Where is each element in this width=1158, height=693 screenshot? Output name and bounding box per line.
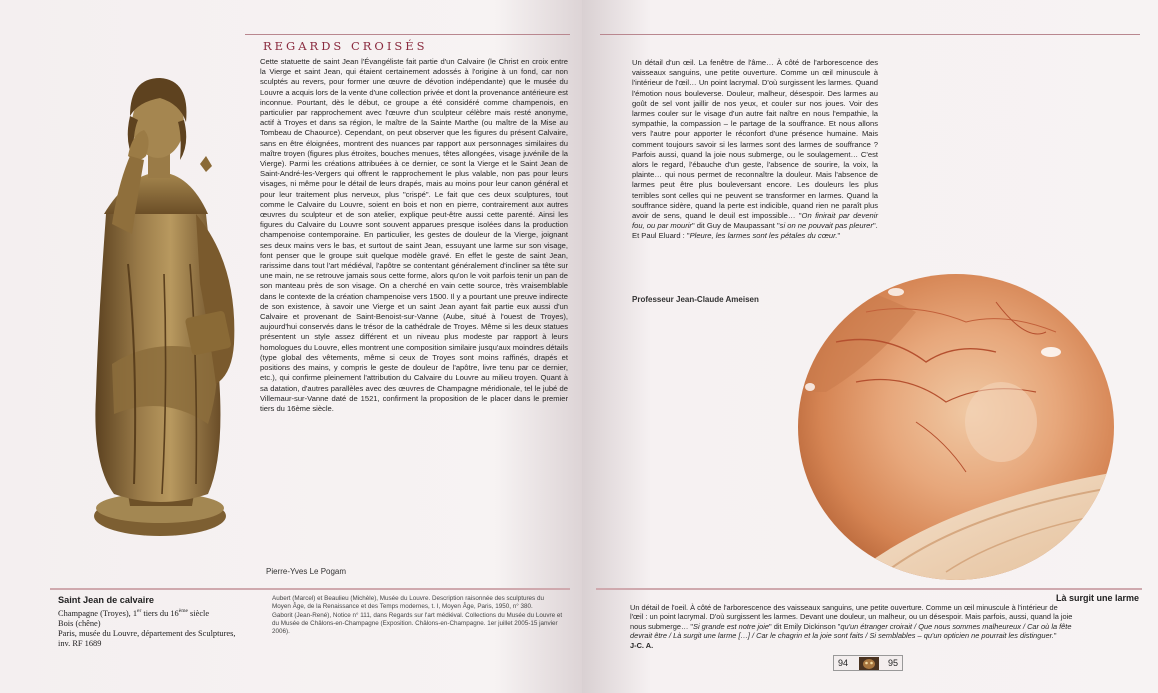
tear-caption-title: Là surgit une larme — [1055, 593, 1139, 603]
caption-origin-b: tiers du 16 — [141, 608, 179, 618]
section-title: REGARDS CROISÉS — [263, 39, 428, 53]
top-rule-right — [600, 34, 1140, 35]
tear-caption-text: " dit Emily Dickinson " — [769, 621, 841, 631]
caption-location: Paris, musée du Louvre, département des Sculptures, — [58, 629, 236, 639]
dickinson-quote: Si grande est notre joie — [693, 621, 770, 631]
owl-emblem-icon — [859, 657, 879, 670]
top-rule-left — [245, 34, 570, 35]
right-article-body — [632, 58, 878, 242]
eluard-intro: Et Paul Eluard : " — [632, 231, 690, 241]
left-article-text: Cette statuette de saint Jean l'Évangéliste fait partie d'un Calvaire (le Christ en croix entre la Vierge et saint Jean, qui étaient certainement adossés à l'origine à un fond, car non sculptés au revers, pour former une œuvre de dévotion indépendante) que le musée du Louvre a acquis lors de la vente d'une collection privée et dont la provenance antérieure est inconnue. Pourtant, dès le début, ce groupe a été considéré comme champenois, en particulier par rapprochement avec l'œuvre d'un sculpteur célèbre mais resté anonyme, actif à Troyes et dans sa région, le maître de la Sainte Marthe (ou maître de la Mise au Tombeau de Chaource). Cependant, on peut observer que les figures du présent Calvaire, sans en être éloignées, montrent des nuances par rapport aux personnages similaires du maître troyen (figures plus étroites, bouches menues, têtes allongées, visage juvénile de la Vierge). Parmi les créations attribuées à ce dernier, ce sont la Vierge et le Saint Jean de Saint-André-les-Vergers qui offrent le rapprochement le plus valable, non pas pour leurs visages, ni même pour le détail de leurs drapés, mais au moins pour leur canon général et pour leur traitement plus nerveux, plus "crispé". Le fait que ces deux sculptures, tout comme le Calvaire du Louvre, soient en bois et non en pierre, contrairement aux autres œuvres du sculpteur et de son atelier, explique peut-être aussi cette parenté. Ainsi les figures du Calvaire du Louvre sont souvent apparues presque isolées dans la production champenoise contemporaine. En particulier, les gestes de douleur de la Vierge, joignant ses deux mains vers le bas, et surtout de saint Jean, essuyant une larme sur son visage, font penser que le groupe suit quelque modèle gravé. En effet le geste de saint Jean, rarissime dans tout l'art médiéval, l'apôtre se contentant généralement d'incliner sa tête sur une main, ne se retrouve jamais sous cette forme, alors qu'on le voit parfois tenir un pan de son manteau près de son visage. On a cherché en vain cette source, très vraisemblable dans le contexte de la création champenoise vers 1500. Il y a pourtant une preuve indirecte de son existence, à savoir une Vierge et un saint Jean ayant fait partie eux aussi d'un Calvaire et provenant de Saint-Benoist-sur-Vanne (Aube, situé à l'ouest de Troyes), aujourd'hui conservés dans le trésor de la cathédrale de Troyes. Même si les deux statues présentent un style assez différent et un niveau plus modeste par rapport à leurs homologues du Louvre, elles montrent une composition similaire jusqu'aux moindres détails (type global des vêtements, même si ceux de Troyes sont moins raffinés, drapés et positions des mains, y compris le geste de douleur de l'apôtre, livre tenu par ce dernier, etc.), qui confirme pleinement l'attribution du Calvaire du Louvre au milieu troyen. Quant à sa datation, d'autres parallèles avec des œuvres de Champagne méridionale, tel le jubé de Villemaur-sur-Vanne daté de 1521, confirment la proposition de le placer dans le premier tiers du 16ème siècle. — [260, 57, 568, 413]
tear-caption — [630, 603, 1142, 650]
dickinson-quote: devrait être / Là surgit une larme […] / Car le chagrin et la joie sont faits / Si semblables – qu'un opticien ne pourrait les distinguer. — [630, 631, 1054, 641]
caption-origin-a: Champagne (Troyes), 1 — [58, 608, 138, 618]
caption-origin-sup2: ème — [178, 608, 188, 614]
eluard-quote: Pleure, les larmes sont les pétales du cœur. — [689, 231, 838, 241]
caption-material: Bois (chêne) — [58, 619, 101, 628]
tear-caption-line — [630, 631, 1142, 640]
tear-caption-line: Un détail de l'oeil. À côté de l'arborescence des vaisseaux sanguins, une petite ouverture. Comme un œil minuscule à l'intérieur de — [630, 603, 1058, 612]
bibliography — [272, 595, 564, 637]
statue-caption — [58, 595, 258, 650]
maupassant-quote-1: On finirait par devenir fou, ou par mourir — [632, 211, 878, 231]
eluard-close: " — [837, 231, 841, 241]
saint-jean-statue-image — [68, 64, 246, 544]
tear-caption-signature: J-C. A. — [630, 640, 654, 650]
caption-title: Saint Jean de calvaire — [58, 595, 155, 605]
bottom-rule-left — [50, 588, 570, 590]
tear-caption-line: l'œil : un point lacrymal. D'où surgissent les larmes. Devant une douleur, un malheur, ou un désespoir. Mais parfois, aussi, quand la joie — [630, 612, 1073, 622]
left-article-body — [260, 57, 568, 414]
eye-macro-image — [796, 272, 1116, 582]
page-number-left: 94 — [838, 658, 849, 668]
caption-inventory: inv. RF 1689 — [58, 639, 102, 649]
bottom-rule-right — [596, 588, 1142, 590]
right-signature: Professeur Jean-Claude Ameisen — [632, 295, 759, 304]
caption-origin-sup1: er — [137, 608, 142, 614]
caption-origin — [58, 606, 258, 619]
maupassant-quote-2: si on ne pouvait pas pleurer — [779, 221, 873, 231]
tear-caption-line — [630, 622, 1142, 631]
page-numbers — [833, 655, 903, 671]
dickinson-quote: qu'un étranger croirait / Que nous sommes malheureux / Car où la fête — [840, 621, 1072, 631]
right-article-mid: " dit Guy de Maupassant " — [691, 221, 780, 231]
page-number-right: 95 — [887, 658, 898, 668]
tear-caption-text: nous submerge… " — [630, 621, 694, 631]
bibliography-entry: Aubert (Marcel) et Beaulieu (Michèle), Musée du Louvre. Description raisonnée des sculptures du Moyen Âge, de la Renaissance et des Temps modernes, t. I, Moyen Âge, Paris, 1950, n° 380. — [272, 595, 544, 610]
right-article-text: Un détail d'un œil. La fenêtre de l'âme… À côté de l'arborescence des vaisseaux sanguins, une petite ouverture. Comme un œil minuscule à l'intérieur de l'œil… Un point lacrymal. D'où surgissent les larmes. Quand l'émotion nous bouleverse. Douleur, malheur, désespoir. Des larmes au goût de sel vont jaillir de nos yeux, et couler sur nos joues. Voir des larmes couler sur le visage d'un autre fait naître en nous l'empathie, la sympathie, la compassion – le partage de la souffrance. Et nous allons vers l'autre pour apporter le réconfort d'une présence humaine. Mais comment toujours savoir si les larmes sont des larmes de souffrance ? Parfois aussi, quand la joie nous submerge, ou le soulagement… C'est alors le regard, l'ébauche d'un geste, l'absence de sourire, la voix, la plainte… qui nous permet de reconnaître la douleur. Mais l'absence de larmes peut être plus bouleversant encore. Les douleurs les plus terribles sont celles qui ne peuvent se transformer en larmes. Quand la souffrance sidère, quand la perte est indicible, quand rien ne paraît plus avoir de sens, quand le deuil est impossible… " — [632, 58, 878, 221]
tear-caption-text: " — [1053, 631, 1057, 641]
bibliography-entry: Gaborit (Jean-René), Notice n° 111, dans Regards sur l'art médiéval. Collections du Musée du Louvre et du Musée de Châlons-en-Champagne (Exposition. Châlons-en-Champagne. 1er juillet 2005-15 janvier 2006). — [272, 612, 563, 635]
left-signature: Pierre-Yves Le Pogam — [266, 567, 347, 576]
caption-origin-c: siècle — [187, 608, 210, 618]
right-article-end: ". — [872, 221, 878, 231]
